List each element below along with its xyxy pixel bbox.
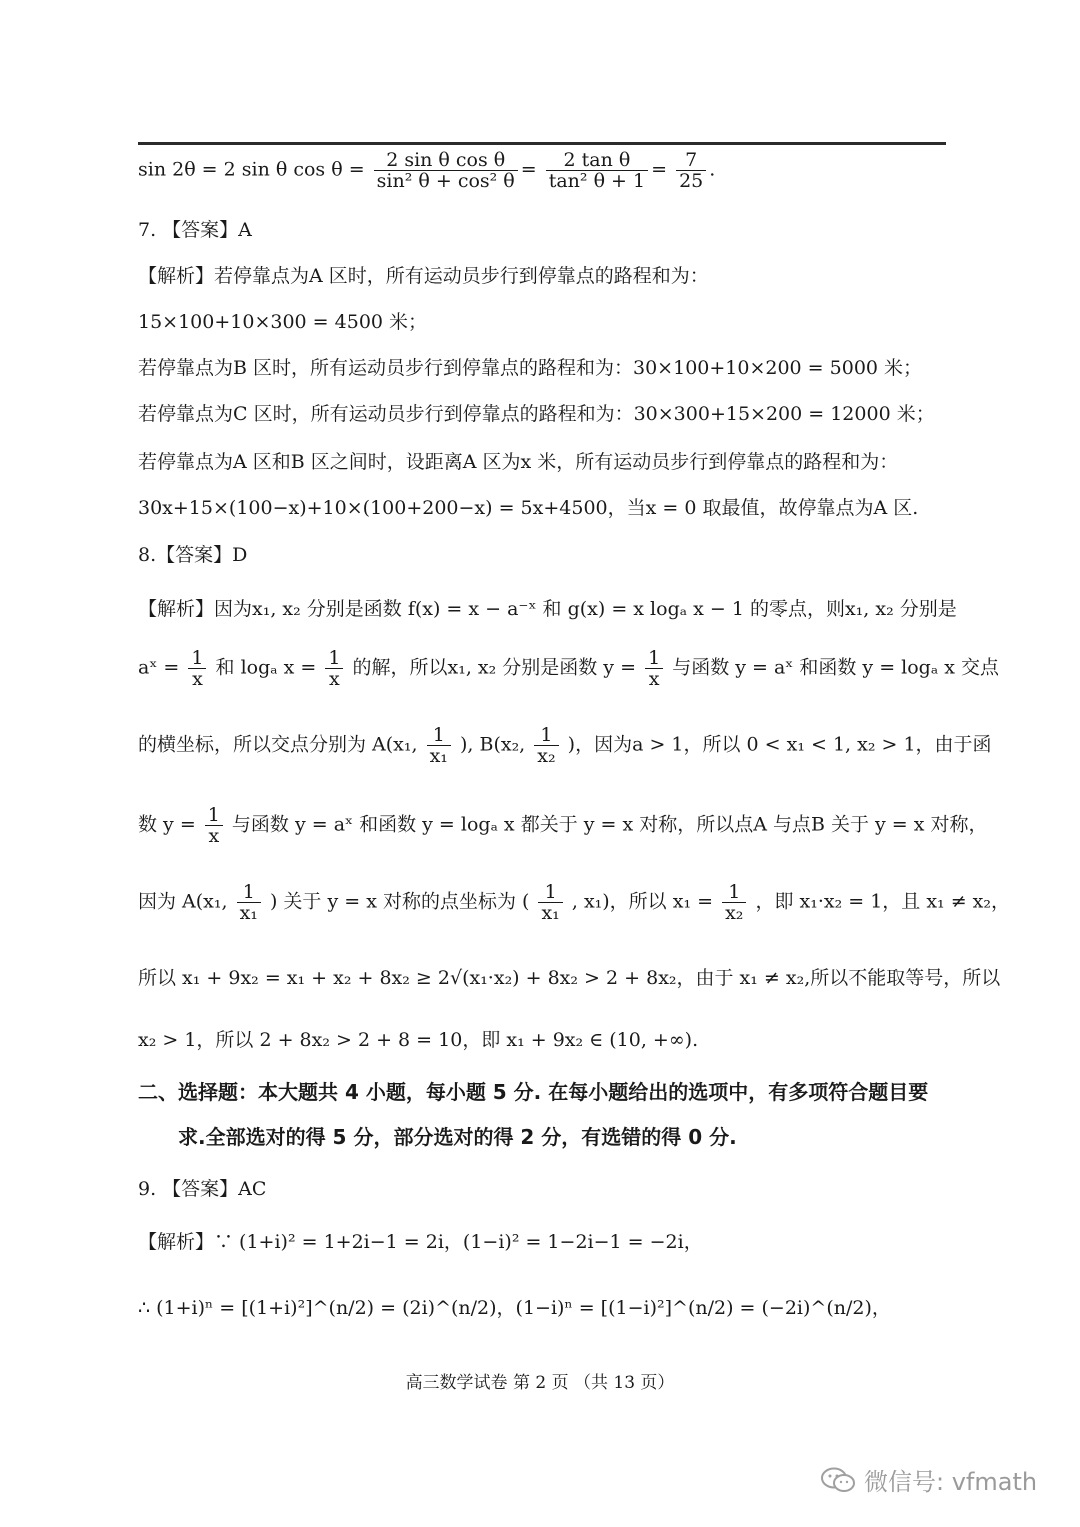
q7-analysis-line: 若停靠点为C 区时，所有运动员步行到停靠点的路程和为：30×300+15×200 = 12000 米； bbox=[138, 403, 935, 425]
q9-analysis-line: 【解析】∵ (1+i)² = 1+2i−1 = 2i，(1−i)² = 1−2i−1 = −2i， bbox=[138, 1231, 703, 1253]
fraction: $\frac{1}{\text{x₁}}$ bbox=[427, 725, 451, 766]
section-heading: 求.全部选对的得 5 分，部分选对的得 2 分，有选错的得 0 分. bbox=[178, 1125, 737, 1149]
fraction: $\frac{1}{x}$ bbox=[188, 648, 206, 689]
header-rule bbox=[138, 142, 946, 145]
fraction: $\frac{1}{\text{x₂}}$ bbox=[534, 725, 558, 766]
q8-answer: 8.【答案】D bbox=[138, 544, 248, 566]
q7-analysis-line: 【解析】若停靠点为A 区时，所有运动员步行到停靠点的路程和为： bbox=[138, 265, 709, 287]
q7-answer: 7. 【答案】A bbox=[138, 219, 252, 241]
q9-analysis-line: ∴ (1+i)ⁿ = [(1+i)²]^(n/2) = (2i)^(n/2)，(1−i)ⁿ = [(1−i)²]^(n/2) = (−2i)^(n/2)， bbox=[138, 1297, 891, 1319]
watermark bbox=[820, 1462, 1037, 1497]
fraction: $\frac{7}{25}$ bbox=[676, 150, 706, 191]
q8-analysis-line: 因为 A(x₁, $\frac{1}{\text{x₁}}$ ) 关于 y = x 对称的点坐标为 ( $\frac{1}{\text{x₁}}$ , x₁)，所以 x₁ = $\frac{1}{\text{x₂}}$ ，即 x₁·x₂ = 1，且 x₁ ≠ x₂， bbox=[138, 881, 1010, 924]
q8-analysis-line: x₂ > 1，所以 2 + 8x₂ > 2 + 8 = 10，即 x₁ + 9x₂ ∈ (10, +∞). bbox=[138, 1029, 699, 1051]
page-footer: 高三数学试卷 第 2 页 （共 13 页） bbox=[405, 1373, 675, 1393]
fraction: $\frac{1}{x}$ bbox=[325, 648, 343, 689]
eq-lhs: sin 2θ = 2 sin θ cos θ = bbox=[138, 158, 365, 181]
q6-equation: sin 2θ = 2 sin θ cos θ = $\frac{\text{2 sin θ cos θ}}{\text{sin² θ + cos² θ}}$ = $\frac{\text{2 tan θ}}{\text{tan² θ + 1}}$ = $\frac{7}{25}$ . bbox=[138, 149, 716, 192]
watermark-text: 微信号: vfmath bbox=[864, 1468, 1038, 1496]
fraction: $\frac{\text{2 sin θ cos θ}}{\text{sin² θ + cos² θ}}$ bbox=[374, 150, 518, 191]
section-heading: 二、选择题：本大题共 4 小题，每小题 5 分. 在每小题给出的选项中，有多项符合题目要 bbox=[138, 1080, 929, 1104]
fraction: $\frac{1}{\text{x₁}}$ bbox=[538, 882, 562, 923]
fraction: $\frac{1}{\text{x₂}}$ bbox=[722, 882, 746, 923]
fraction: $\frac{1}{\text{x₁}}$ bbox=[237, 882, 261, 923]
q8-analysis-line: aˣ = $\frac{1}{x}$ 和 logₐ x = $\frac{1}{x}$ 的解，所以x₁, x₂ 分别是函数 y = $\frac{1}{x}$ 与函数 y = aˣ 和函数 y = logₐ x 交点 bbox=[138, 647, 999, 690]
fraction: $\frac{1}{x}$ bbox=[645, 648, 663, 689]
q7-analysis-line: 若停靠点为B 区时，所有运动员步行到停靠点的路程和为：30×100+10×200 = 5000 米； bbox=[138, 357, 923, 379]
q7-analysis-line: 30x+15×(100−x)+10×(100+200−x) = 5x+4500，当x = 0 取最值，故停靠点为A 区. bbox=[138, 497, 919, 519]
q9-answer: 9. 【答案】AC bbox=[138, 1178, 267, 1200]
q7-analysis-line: 15×100+10×300 = 4500 米； bbox=[138, 311, 428, 333]
q8-analysis-line: 的横坐标，所以交点分别为 A(x₁, $\frac{1}{\text{x₁}}$ ), B(x₂, $\frac{1}{\text{x₂}}$ )，因为a > 1，所以 0 < x₁ < 1, x₂ > 1，由于函 bbox=[138, 724, 992, 767]
q7-analysis-line: 若停靠点为A 区和B 区之间时，设距离A 区为x 米，所有运动员步行到停靠点的路程和为： bbox=[138, 451, 899, 473]
fraction: $\frac{\text{2 tan θ}}{\text{tan² θ + 1}}$ bbox=[546, 150, 648, 191]
q8-analysis-line: 数 y = $\frac{1}{x}$ 与函数 y = aˣ 和函数 y = logₐ x 都关于 y = x 对称，所以点A 与点B 关于 y = x 对称， bbox=[138, 804, 988, 847]
fraction: $\frac{1}{x}$ bbox=[205, 805, 223, 846]
wechat-icon bbox=[820, 1466, 856, 1494]
q8-analysis-line: 【解析】因为x₁, x₂ 分别是函数 f(x) = x − a⁻ˣ 和 g(x) = x logₐ x − 1 的零点，则x₁, x₂ 分别是 bbox=[138, 598, 957, 620]
q8-analysis-line: 所以 x₁ + 9x₂ = x₁ + x₂ + 8x₂ ≥ 2√(x₁·x₂) + 8x₂ > 2 + 8x₂，由于 x₁ ≠ x₂,所以不能取等号，所以 bbox=[138, 967, 1001, 989]
